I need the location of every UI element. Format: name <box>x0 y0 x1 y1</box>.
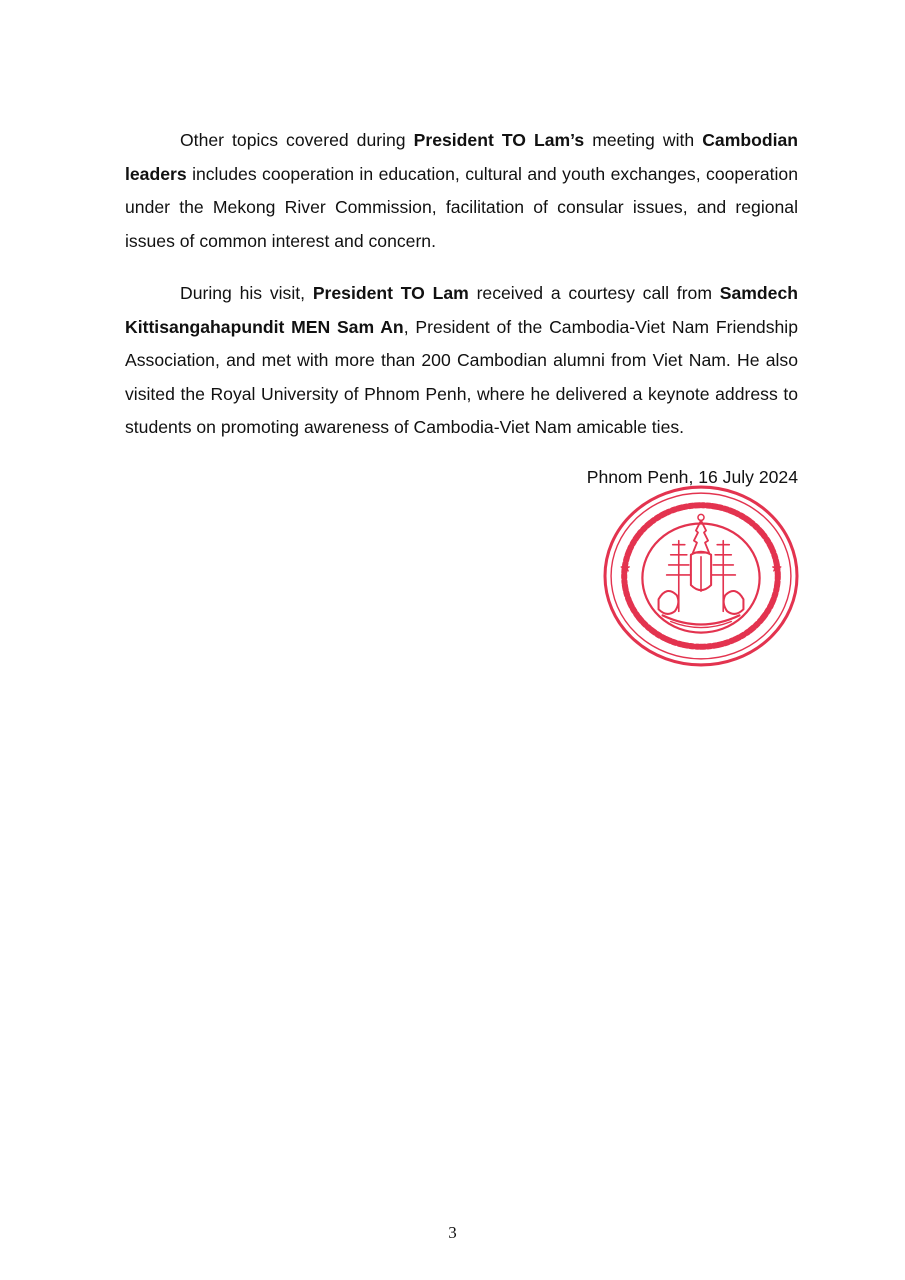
bold-president-name: President TO Lam <box>312 283 469 303</box>
bold-cambodian-leaders: Cambodian leaders <box>125 130 799 184</box>
page-number: 3 <box>448 1223 457 1242</box>
text-segment: received a courtesy call from <box>468 283 720 303</box>
text-segment: Other topics covered during <box>180 130 414 150</box>
text-segment: During his visit, <box>180 283 313 303</box>
royal-seal-icon <box>598 480 804 672</box>
bold-samdech-name: Samdech Kittisangahapundit MEN Sam An <box>125 283 798 337</box>
text-segment: includes cooperation in education, cultural and youth exchanges, cooperation under the Mekong River Commission, facilitation of consular issues, and regional issues of common interest and concern. <box>125 163 798 251</box>
bold-president-name: President TO Lam’s <box>413 130 585 150</box>
paragraph-topics <box>125 124 798 258</box>
text-segment: meeting with <box>584 130 703 150</box>
text-segment: , President of the Cambodia-Viet Nam Friendship Association, and met with more than 200 Cambodian alumni from Viet Nam. He also visited the Royal University of Phnom Penh, where he delivered a keynote address to students on promoting awareness of Cambodia-Viet Nam amicable ties. <box>125 316 798 438</box>
place-and-date: Phnom Penh, 16 July 2024 <box>586 467 798 487</box>
paragraph-visit <box>125 277 798 445</box>
